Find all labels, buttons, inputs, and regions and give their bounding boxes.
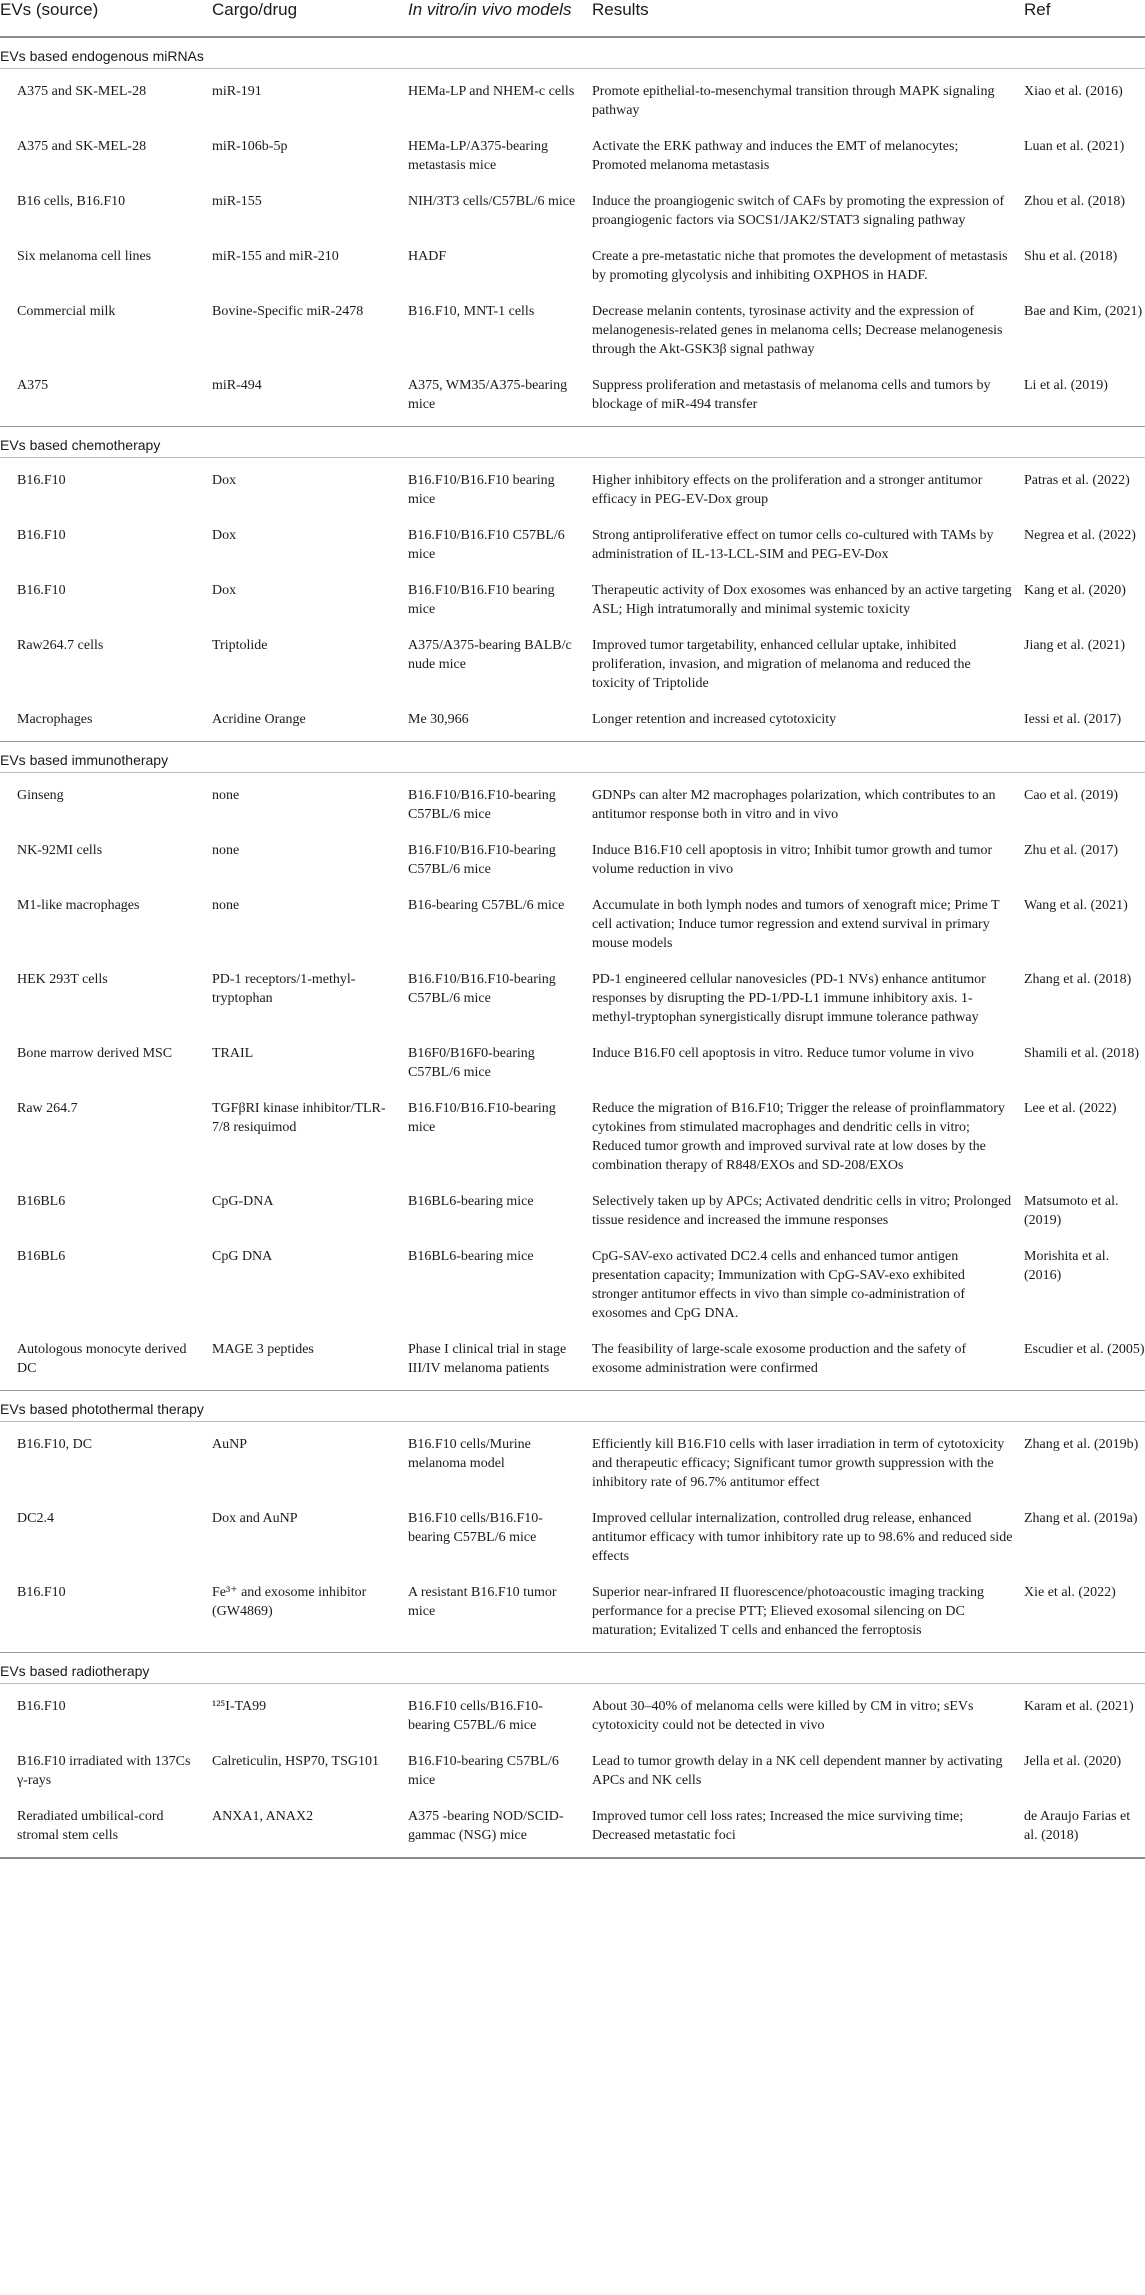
cell-model: B16.F10 cells/B16.F10-bearing C57BL/6 mice <box>408 1511 543 1545</box>
cell-model: HEMa-LP and NHEM-c cells <box>408 84 575 99</box>
cell-source: B16BL6 <box>17 1194 66 1209</box>
table-row <box>0 1331 1145 1386</box>
table-row <box>0 1183 1145 1238</box>
table-row <box>0 1426 1145 1500</box>
header-cargo: Cargo/drug <box>212 0 298 19</box>
cell-model: HADF <box>408 249 447 264</box>
cell-model: B16.F10/B16.F10 bearing mice <box>408 473 555 507</box>
cell-results: Selectively taken up by APCs; Activated dendritic cells in vitro; Prolonged tissue residence and increased the immune responses <box>592 1194 1012 1228</box>
cell-model: B16.F10 cells/B16.F10-bearing C57BL/6 mice <box>408 1699 543 1733</box>
cell-results: Strong antiproliferative effect on tumor cells co-cultured with TAMs by administration of IL-13-LCL-SIM and PEG-EV-Dox <box>592 528 994 562</box>
cell-results: Suppress proliferation and metastasis of melanoma cells and tumors by blockage of miR-494 transfer <box>592 378 991 412</box>
table-row <box>0 572 1145 627</box>
cell-cargo: CpG-DNA <box>212 1194 274 1209</box>
cell-ref: Escudier et al. (2005) <box>1024 1342 1145 1357</box>
cell-cargo: miR-494 <box>212 378 262 393</box>
cell-source: B16.F10, DC <box>17 1437 93 1452</box>
cell-source: B16BL6 <box>17 1249 66 1264</box>
section-title: EVs based immunotherapy <box>0 752 169 768</box>
cell-ref: Xiao et al. (2016) <box>1024 84 1123 99</box>
table-row <box>0 777 1145 832</box>
cell-cargo: Bovine-Specific miR-2478 <box>212 304 364 319</box>
cell-cargo: Dox <box>212 528 237 543</box>
section-rows <box>0 68 1145 426</box>
cell-results: Induce B16.F10 cell apoptosis in vitro; Inhibit tumor growth and tumor volume reduction in vivo <box>592 843 993 877</box>
cell-model: Phase I clinical trial in stage III/IV melanoma patients <box>408 1342 567 1376</box>
cell-ref: Zhang et al. (2019a) <box>1024 1511 1138 1526</box>
cell-model: B16BL6-bearing mice <box>408 1194 534 1209</box>
cell-cargo: Dox and AuNP <box>212 1511 298 1526</box>
cell-cargo: ANXA1, ANAX2 <box>212 1809 314 1824</box>
cell-ref: Zhang et al. (2018) <box>1024 972 1132 987</box>
cell-ref: Xie et al. (2022) <box>1024 1585 1116 1600</box>
cell-cargo: Calreticulin, HSP70, TSG101 <box>212 1754 379 1769</box>
cell-results: Therapeutic activity of Dox exosomes was enhanced by an active targeting ASL; High intratumorally and minimal systemic toxicity <box>592 583 1012 617</box>
cell-results: Induce the proangiogenic switch of CAFs by promoting the expression of proangiogenic factors via SOCS1/JAK2/STAT3 signaling pathway <box>592 194 1005 228</box>
cell-model: A375, WM35/A375-bearing mice <box>408 378 568 412</box>
cell-results: Improved cellular internalization, controlled drug release, enhanced antitumor efficacy with tumor inhibitory rate up to 98.6% and reduced side effects <box>592 1511 1013 1564</box>
cell-results: Promote epithelial-to-mesenchymal transition through MAPK signaling pathway <box>592 84 995 118</box>
cell-model: A375 -bearing NOD/SCID-gammac (NSG) mice <box>408 1809 564 1843</box>
cell-cargo: miR-106b-5p <box>212 139 288 154</box>
cell-model: B16BL6-bearing mice <box>408 1249 534 1264</box>
table-row <box>0 1035 1145 1090</box>
cell-source: B16.F10 <box>17 583 66 598</box>
cell-model: B16.F10/B16.F10-bearing mice <box>408 1101 556 1135</box>
cell-results: The feasibility of large-scale exosome production and the safety of exosome administration were confirmed <box>592 1342 967 1376</box>
section-rows <box>0 1421 1145 1652</box>
cell-model: B16.F10/B16.F10-bearing C57BL/6 mice <box>408 843 556 877</box>
cell-results: Superior near-infrared II fluorescence/photoacoustic imaging tracking performance for a precise PTT; Elieved exosomal silencing on DC maturation; Evitalized T cells and enhanced the ferroptosis <box>592 1585 984 1638</box>
cell-results: PD-1 engineered cellular nanovesicles (PD-1 NVs) enhance antitumor responses by disrupting the PD-1/PD-L1 immune inhibitory axis. 1-methyl-tryptophan synergistically disrupt immune tolerance pathway <box>592 972 986 1025</box>
cell-results: Decrease melanin contents, tyrosinase activity and the expression of melanogenesis-related genes in melanoma cells; Decrease melanogenesis through the Akt-GSK3β signal pathway <box>592 304 1003 357</box>
cell-cargo: none <box>212 788 240 803</box>
cell-cargo: none <box>212 843 240 858</box>
cell-model: Me 30,966 <box>408 712 469 727</box>
cell-source: M1-like macrophages <box>17 898 140 913</box>
cell-ref: Bae and Kim, (2021) <box>1024 304 1143 319</box>
cell-ref: Shamili et al. (2018) <box>1024 1046 1140 1061</box>
cell-cargo: Triptolide <box>212 638 268 653</box>
section-title: EVs based endogenous miRNAs <box>0 48 204 64</box>
cell-results: Create a pre-metastatic niche that promotes the development of metastasis by promoting glycolysis and inhibiting OXPHOS in HADF. <box>592 249 1008 283</box>
table-row <box>0 961 1145 1035</box>
table-row <box>0 1090 1145 1183</box>
cell-ref: de Araujo Farias et al. (2018) <box>1024 1809 1131 1843</box>
section-rows <box>0 457 1145 741</box>
cell-cargo: MAGE 3 peptides <box>212 1342 314 1357</box>
cell-ref: Kang et al. (2020) <box>1024 583 1126 598</box>
table-row <box>0 832 1145 887</box>
cell-cargo: CpG DNA <box>212 1249 273 1264</box>
cell-source: Autologous monocyte derived DC <box>17 1342 187 1376</box>
header-model <box>408 0 592 19</box>
cell-source: A375 <box>17 378 49 393</box>
cell-source: A375 and SK-MEL-28 <box>17 139 147 154</box>
cell-source: B16.F10 <box>17 473 66 488</box>
cell-source: B16 cells, B16.F10 <box>17 194 126 209</box>
table-row <box>0 1688 1145 1743</box>
cell-model: B16.F10/B16.F10-bearing C57BL/6 mice <box>408 788 556 822</box>
cell-results: CpG-SAV-exo activated DC2.4 cells and enhanced tumor antigen presentation capacity; Immunization with CpG-SAV-exo exhibited stronger antitumor effects in vivo than simple co-administration of exosomes and CpG DNA. <box>592 1249 965 1321</box>
cell-cargo: none <box>212 898 240 913</box>
cell-model: B16.F10/B16.F10 bearing mice <box>408 583 555 617</box>
table-section <box>0 427 1145 742</box>
cell-ref: Karam et al. (2021) <box>1024 1699 1134 1714</box>
cell-model: NIH/3T3 cells/C57BL/6 mice <box>408 194 576 209</box>
cell-model: B16.F10, MNT-1 cells <box>408 304 535 319</box>
cell-ref: Jella et al. (2020) <box>1024 1754 1122 1769</box>
cell-model: HEMa-LP/A375-bearing metastasis mice <box>408 139 548 173</box>
cell-results: Improved tumor cell loss rates; Increased the mice surviving time; Decreased metastatic foci <box>592 1809 964 1843</box>
header-results: Results <box>592 0 649 19</box>
cell-ref: Jiang et al. (2021) <box>1024 638 1126 653</box>
cell-model: B16F0/B16F0-bearing C57BL/6 mice <box>408 1046 535 1080</box>
cell-results: Higher inhibitory effects on the proliferation and a stronger antitumor efficacy in PEG-EV-Dox group <box>592 473 983 507</box>
cell-results: About 30–40% of melanoma cells were killed by CM in vitro; sEVs cytotoxicity could not be detected in vivo <box>592 1699 974 1733</box>
cell-source: B16.F10 <box>17 528 66 543</box>
table-section <box>0 38 1145 427</box>
table-row <box>0 1238 1145 1331</box>
cell-results: Activate the ERK pathway and induces the EMT of melanocytes; Promoted melanoma metastasis <box>592 139 959 173</box>
cell-cargo: ¹²⁵I-TA99 <box>212 1699 267 1714</box>
cell-source: Raw264.7 cells <box>17 638 104 653</box>
cell-source: B16.F10 <box>17 1585 66 1600</box>
cell-cargo: AuNP <box>212 1437 248 1452</box>
table-header <box>0 0 1145 38</box>
cell-cargo: miR-155 and miR-210 <box>212 249 339 264</box>
table-row <box>0 73 1145 128</box>
table-body <box>0 38 1145 1859</box>
cell-results: GDNPs can alter M2 macrophages polarization, which contributes to an antitumor response both in vitro and in vivo <box>592 788 996 822</box>
cell-ref: Li et al. (2019) <box>1024 378 1108 393</box>
table-row <box>0 517 1145 572</box>
cell-source: Macrophages <box>17 712 93 727</box>
cell-source: DC2.4 <box>17 1511 54 1526</box>
table-row <box>0 293 1145 367</box>
section-title: EVs based chemotherapy <box>0 437 161 453</box>
table-row <box>0 183 1145 238</box>
cell-ref: Matsumoto et al. (2019) <box>1024 1194 1119 1228</box>
cell-results: Induce B16.F0 cell apoptosis in vitro. Reduce tumor volume in vivo <box>592 1046 974 1061</box>
table-row <box>0 887 1145 961</box>
cell-ref: Lee et al. (2022) <box>1024 1101 1117 1116</box>
table-row <box>0 627 1145 701</box>
section-title: EVs based radiotherapy <box>0 1663 150 1679</box>
cell-source: Six melanoma cell lines <box>17 249 152 264</box>
cell-model: B16.F10/B16.F10 C57BL/6 mice <box>408 528 565 562</box>
table-row <box>0 462 1145 517</box>
cell-ref: Shu et al. (2018) <box>1024 249 1118 264</box>
cell-cargo: Acridine Orange <box>212 712 306 727</box>
table-row <box>0 701 1145 737</box>
table-section <box>0 742 1145 1391</box>
section-rows <box>0 772 1145 1390</box>
cell-cargo: Dox <box>212 473 237 488</box>
cell-source: B16.F10 irradiated with 137Cs γ-rays <box>17 1754 191 1788</box>
cell-source: Reradiated umbilical-cord stromal stem cells <box>17 1809 164 1843</box>
cell-cargo: TGFβRI kinase inhibitor/TLR-7/8 resiquimod <box>212 1101 386 1135</box>
table-row <box>0 1743 1145 1798</box>
table-row <box>0 128 1145 183</box>
cell-ref: Luan et al. (2021) <box>1024 139 1125 154</box>
cell-source: Commercial milk <box>17 304 116 319</box>
cell-source: NK-92MI cells <box>17 843 103 858</box>
cell-source: B16.F10 <box>17 1699 66 1714</box>
cell-ref: Zhang et al. (2019b) <box>1024 1437 1139 1452</box>
cell-results: Improved tumor targetability, enhanced cellular uptake, inhibited proliferation, invasion, and migration of melanoma and reduced the toxicity of Triptolide <box>592 638 971 691</box>
cell-results: Longer retention and increased cytotoxicity <box>592 712 837 727</box>
section-title: EVs based photothermal therapy <box>0 1401 204 1417</box>
table-row <box>0 238 1145 293</box>
cell-source: HEK 293T cells <box>17 972 108 987</box>
cell-ref: Wang et al. (2021) <box>1024 898 1128 913</box>
cell-ref: Morishita et al. (2016) <box>1024 1249 1110 1283</box>
table-row <box>0 1574 1145 1648</box>
cell-model: B16-bearing C57BL/6 mice <box>408 898 565 913</box>
cell-results: Reduce the migration of B16.F10; Trigger the release of proinflammatory cytokines from stimulated macrophages and dendritic cells in vitro; Reduced tumor growth and improved survival rate at low doses by the combination therapy of R848/EXOs and SD-208/EXOs <box>592 1101 1005 1173</box>
cell-cargo: Fe³⁺ and exosome inhibitor (GW4869) <box>212 1585 367 1619</box>
cell-source: Raw 264.7 <box>17 1101 78 1116</box>
table-row <box>0 1798 1145 1853</box>
cell-model: B16.F10 cells/Murine melanoma model <box>408 1437 531 1471</box>
cell-cargo: miR-191 <box>212 84 262 99</box>
cell-source: A375 and SK-MEL-28 <box>17 84 147 99</box>
cell-ref: Negrea et al. (2022) <box>1024 528 1136 543</box>
header-source: EVs (source) <box>0 0 99 19</box>
table-row <box>0 1500 1145 1574</box>
cell-results: Efficiently kill B16.F10 cells with laser irradiation in term of cytotoxicity and therapeutic efficacy; Significant tumor growth suppression with the inhibitory rate of 96.7% antitumor effect <box>592 1437 1005 1490</box>
cell-results: Lead to tumor growth delay in a NK cell dependent manner by activating APCs and NK cells <box>592 1754 1003 1788</box>
cell-model: A resistant B16.F10 tumor mice <box>408 1585 557 1619</box>
cell-cargo: Dox <box>212 583 237 598</box>
table-section <box>0 1391 1145 1653</box>
header-model-text: In vitro/in vivo models <box>408 0 572 19</box>
cell-source: Bone marrow derived MSC <box>17 1046 173 1061</box>
table-row <box>0 367 1145 422</box>
cell-ref: Iessi et al. (2017) <box>1024 712 1122 727</box>
cell-cargo: miR-155 <box>212 194 262 209</box>
cell-model: B16.F10/B16.F10-bearing C57BL/6 mice <box>408 972 556 1006</box>
table-section <box>0 1653 1145 1859</box>
cell-ref: Cao et al. (2019) <box>1024 788 1119 803</box>
cell-ref: Zhu et al. (2017) <box>1024 843 1119 858</box>
cell-results: Accumulate in both lymph nodes and tumors of xenograft mice; Prime T cell activation; Induce tumor regression and extend survival in primary mouse models <box>592 898 1000 951</box>
cell-model: B16.F10-bearing C57BL/6 mice <box>408 1754 559 1788</box>
cell-ref: Zhou et al. (2018) <box>1024 194 1126 209</box>
cell-cargo: PD-1 receptors/1-methyl-tryptophan <box>212 972 356 1006</box>
header-ref: Ref <box>1024 0 1051 19</box>
cell-model: A375/A375-bearing BALB/c nude mice <box>408 638 572 672</box>
cell-ref: Patras et al. (2022) <box>1024 473 1130 488</box>
cell-cargo: TRAIL <box>212 1046 254 1061</box>
section-rows <box>0 1683 1145 1857</box>
cell-source: Ginseng <box>17 788 64 803</box>
